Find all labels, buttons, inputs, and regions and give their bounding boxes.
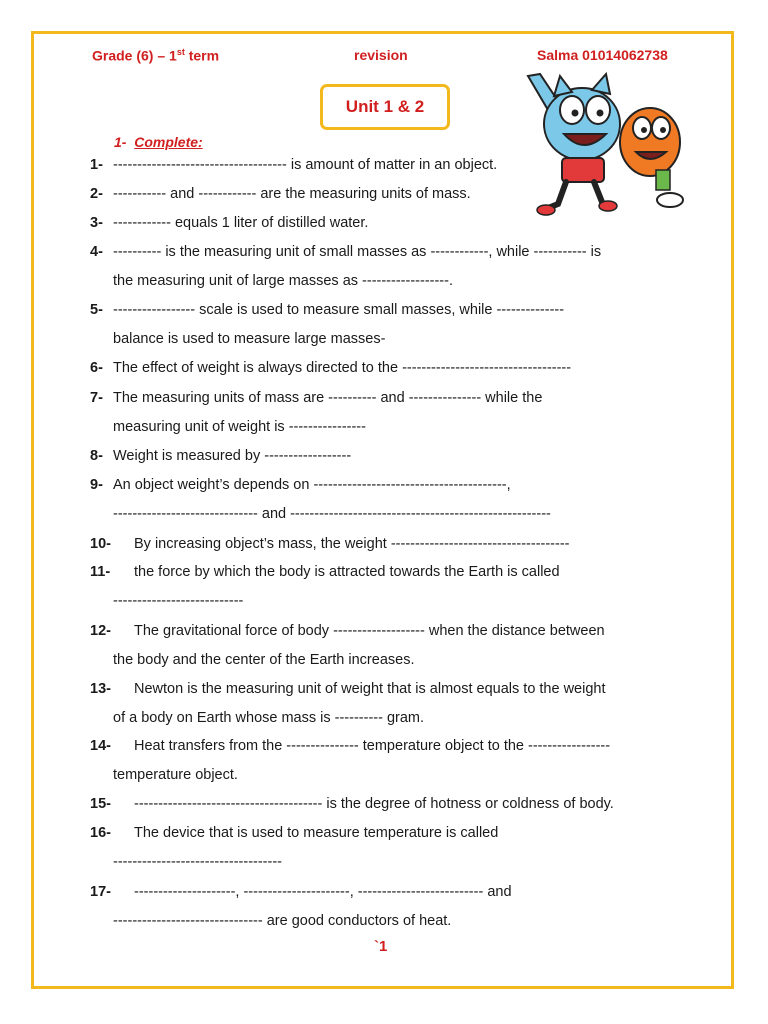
question-text: --------------------------------------- is the degree of hotness or coldness of body.: [134, 796, 614, 812]
question-text: measuring unit of weight is ----------------: [113, 419, 366, 435]
unit-title: Unit 1 & 2: [320, 84, 450, 130]
question-text: the force by which the body is attracted towards the Earth is called: [134, 564, 560, 580]
question-number: 14-: [90, 738, 111, 754]
question-text: ---------- is the measuring unit of small masses as ------------, while ----------- is: [113, 244, 602, 260]
question-number: 13-: [90, 681, 111, 697]
question-text: ------------------------------- are good conductors of heat.: [113, 913, 452, 929]
question-text: the body and the center of the Earth increases.: [113, 652, 415, 668]
page-number: `1: [374, 938, 388, 955]
question-text: ------------------------------ and ------------------------------------------------------: [113, 506, 551, 522]
question-number: 8-: [90, 448, 103, 464]
grade-term-header: Grade (6) – 1st term: [92, 47, 220, 64]
orange-fish-character: [620, 108, 683, 207]
question-text: The gravitational force of body ------------------- when the distance between: [134, 623, 605, 639]
question-text: of a body on Earth whose mass is ---------- gram.: [113, 710, 425, 726]
cartoon-characters-illustration: [520, 70, 690, 218]
question-text: ------------ equals 1 liter of distilled water.: [113, 215, 369, 231]
question-number: 10-: [90, 536, 111, 552]
question-text: Newton is the measuring unit of weight that is almost equals to the weight: [134, 681, 606, 697]
question-number: 4-: [90, 244, 103, 260]
blue-cat-character: [528, 74, 620, 215]
question-text: Weight is measured by ------------------: [113, 448, 352, 464]
question-number: 16-: [90, 825, 111, 841]
section-title: 1- Complete:: [114, 134, 203, 150]
revision-header: revision: [354, 47, 408, 63]
question-text: An object weight’s depends on ----------------------------------------,: [113, 477, 511, 493]
question-text: ----------- and ------------ are the measuring units of mass.: [113, 186, 471, 202]
question-text: the measuring unit of large masses as ------------------.: [113, 273, 453, 289]
question-text: The effect of weight is always directed to the -----------------------------------: [113, 360, 572, 376]
question-text: Heat transfers from the --------------- temperature object to the -----------------: [134, 738, 611, 754]
teacher-contact-header: Salma 01014062738: [537, 47, 668, 63]
question-text: temperature object.: [113, 767, 238, 783]
question-number: 1-: [90, 157, 103, 173]
question-number: 17-: [90, 884, 111, 900]
question-number: 2-: [90, 186, 103, 202]
question-text: By increasing object’s mass, the weight -------------------------------------: [134, 536, 570, 552]
question-number: 7-: [90, 390, 103, 406]
question-number: 9-: [90, 477, 103, 493]
question-text: ---------------------, ----------------------, -------------------------- and: [134, 884, 512, 900]
question-text: ----------------- scale is used to measure small masses, while --------------: [113, 302, 565, 318]
question-number: 6-: [90, 360, 103, 376]
question-text: -----------------------------------: [113, 854, 283, 870]
question-number: 3-: [90, 215, 103, 231]
question-text: The measuring units of mass are ---------- and --------------- while the: [113, 390, 543, 406]
question-text: balance is used to measure large masses-: [113, 331, 386, 347]
question-number: 5-: [90, 302, 103, 318]
question-number: 15-: [90, 796, 111, 812]
question-text: The device that is used to measure temperature is called: [134, 825, 499, 841]
question-text: ------------------------------------ is amount of matter in an object.: [113, 157, 498, 173]
question-number: 11-: [90, 564, 111, 580]
question-text: ---------------------------: [113, 593, 244, 609]
question-number: 12-: [90, 623, 111, 639]
